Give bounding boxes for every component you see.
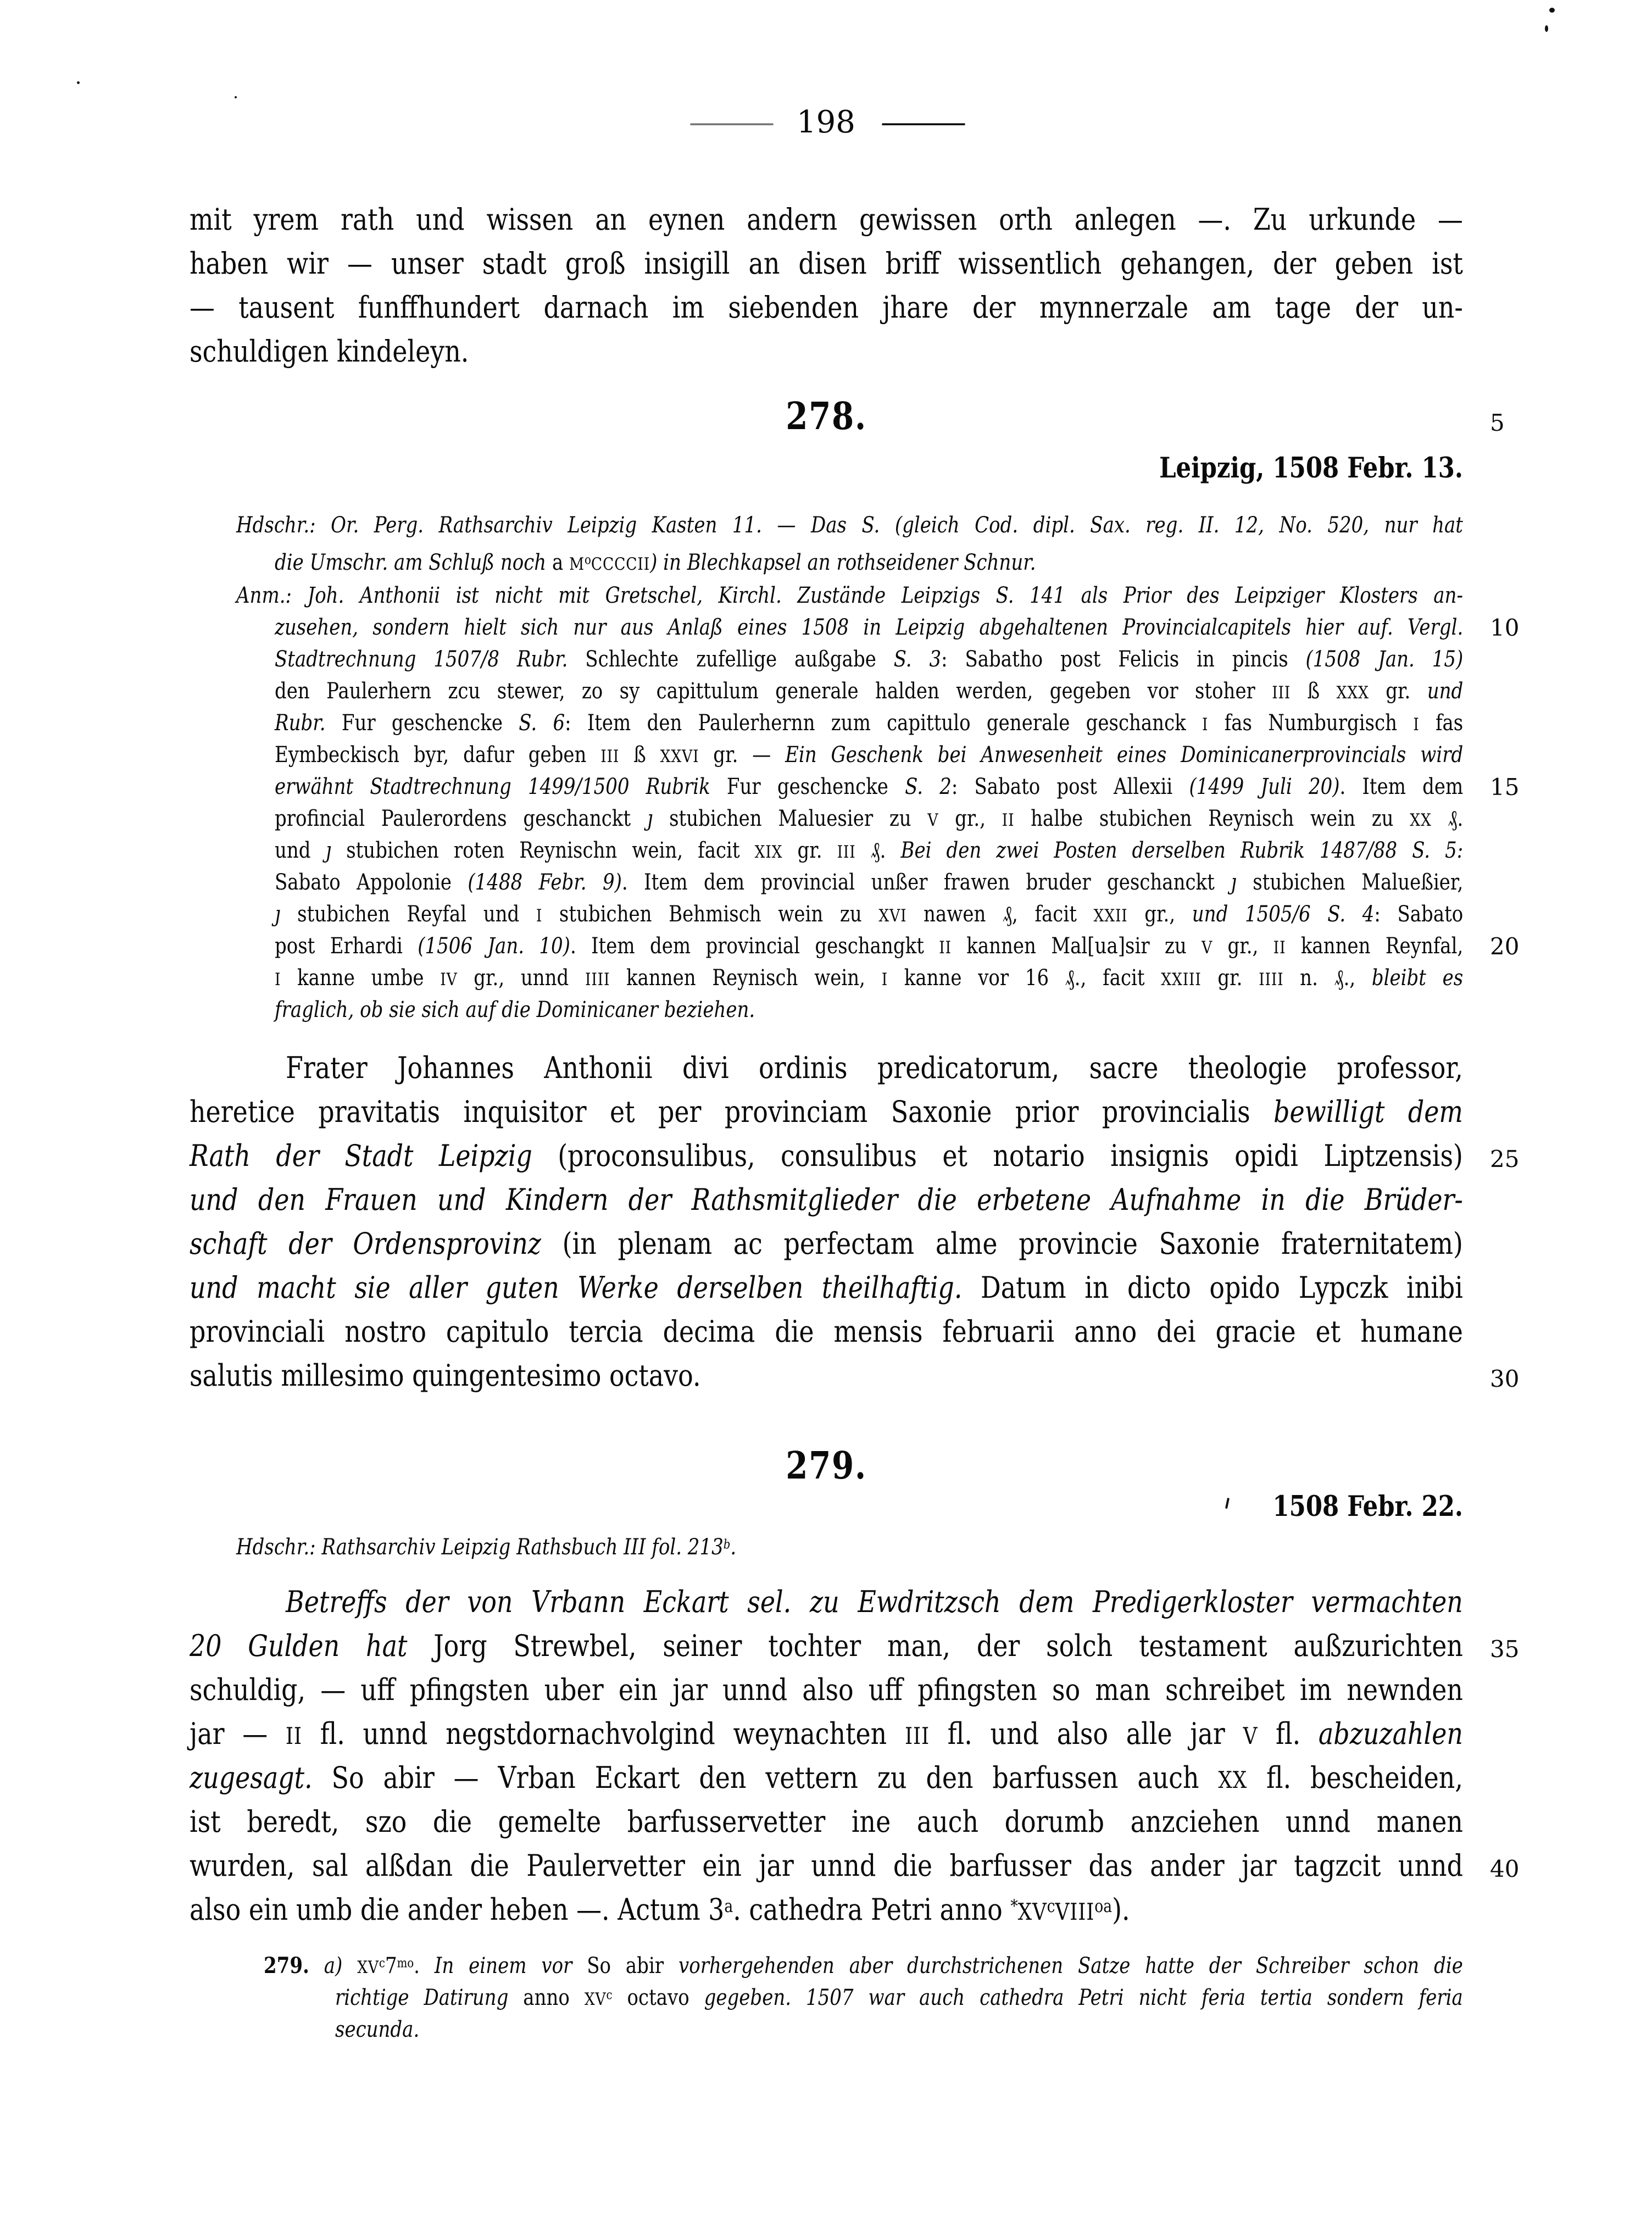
text-segment: : Sabatho post Felicis in pincis xyxy=(941,647,1306,672)
text-segment: II xyxy=(285,1722,302,1749)
text-segment: gr. xyxy=(782,838,837,863)
text-segment: : Sabato xyxy=(1374,902,1464,927)
text-segment: II xyxy=(939,938,952,958)
margin-line-number: 35 xyxy=(1490,1636,1520,1663)
text-line xyxy=(190,1268,1463,1307)
text-line xyxy=(275,548,1036,577)
text-segment: anno xyxy=(523,1985,585,2010)
text-segment: ist beredt, szo die gemelte barfusservetter ine auch dorumb anzciehen unnd manen xyxy=(190,1804,1463,1839)
text-segment: gr., unnd xyxy=(457,965,586,991)
entry-278-date: Leipzig, 1508 Febr. 13. xyxy=(1159,452,1463,485)
text-segment: XXVI xyxy=(660,747,699,766)
text-segment: Bei den zwei Posten derselben Rubrik 1487/88 S. 5: xyxy=(900,838,1464,863)
text-segment: oa xyxy=(1094,1896,1113,1916)
entry-279-number: 279. xyxy=(786,1444,867,1488)
text-segment: und 1505/6 S. 4 xyxy=(1192,902,1375,927)
text-segment: zusehen, sondern hielt sich nur aus Anlaß eines 1508 in Leipzig abgehaltenen Provincialcapitels hier auf. Vergl. xyxy=(275,615,1464,640)
text-segment: S. 2 xyxy=(905,774,952,799)
text-segment: c xyxy=(606,1987,613,2003)
margin-line-number: 10 xyxy=(1490,614,1520,641)
text-segment: 20 Gulden hat xyxy=(190,1629,434,1663)
text-segment: III xyxy=(837,842,856,862)
scan-speck xyxy=(235,96,237,98)
text-line xyxy=(275,645,1463,674)
text-line xyxy=(275,836,1463,865)
text-segment: ). xyxy=(1112,1892,1130,1927)
margin-line-number: 40 xyxy=(1490,1855,1520,1882)
text-line xyxy=(275,773,1463,802)
text-line xyxy=(190,1890,1130,1929)
text-line xyxy=(190,1670,1463,1709)
text-line xyxy=(275,900,1463,929)
text-segment: gr., xyxy=(938,806,1002,831)
text-line xyxy=(286,1048,1463,1087)
text-segment: II xyxy=(1273,938,1286,958)
text-line xyxy=(236,511,1463,540)
text-segment: fl. xyxy=(1258,1716,1319,1751)
text-segment: salutis millesimo quingentesimo octavo. xyxy=(190,1358,701,1393)
text-segment: Eymbeckisch byr, dafur geben xyxy=(275,742,601,768)
text-segment: die Umschr. am Schluß noch xyxy=(275,550,552,575)
text-line xyxy=(190,200,1463,239)
text-segment: n. ₰., xyxy=(1283,965,1372,991)
text-segment: IV xyxy=(440,970,458,990)
text-line xyxy=(190,1224,1463,1263)
text-segment: kanne umbe xyxy=(281,965,441,991)
page-header xyxy=(0,104,1652,140)
header-left-rule: ——— xyxy=(689,104,772,140)
text-segment: haben wir — unser stadt groß insigill an disen briff wissentlich gehangen, der geben ist xyxy=(190,246,1463,281)
text-segment: XV xyxy=(584,1990,607,2009)
text-segment: mit yrem rath und wissen an eynen andern gewissen orth anlegen —. Zu urkunde — xyxy=(190,202,1463,237)
text-segment: schuldig, — uff pfingsten uber ein jar unnd also uff pfingsten so man schreibet im newnden xyxy=(190,1672,1463,1707)
text-segment: V xyxy=(1202,938,1213,958)
text-segment: Ein Geschenk bei Anwesenheit eines Dominicanerprovincials wird xyxy=(785,742,1464,768)
text-segment: ȷ xyxy=(1231,870,1237,895)
text-line xyxy=(286,1582,1463,1621)
text-segment: 279. xyxy=(264,1953,309,1979)
text-segment: Stadtrechnung 1507/8 Rubr. xyxy=(275,647,568,672)
text-segment: (1508 Jan. 15) xyxy=(1305,647,1464,672)
text-segment: Anm.: Joh. Anthonii ist nicht mit Gretschel, Kirchl. Zustände Leipzigs S. 141 als Prior des Leipziger Klosters an- xyxy=(236,583,1463,608)
text-segment: kannen Mal[ua]sir zu xyxy=(951,933,1202,959)
text-segment: a) xyxy=(324,1953,358,1979)
text-segment: : Sabato post Allexii xyxy=(951,774,1189,799)
text-segment: kannen Reynisch wein, xyxy=(610,965,882,991)
text-segment: stubichen Behmisch wein zu xyxy=(542,902,879,927)
text-segment: schuldigen kindeleyn. xyxy=(190,334,469,369)
text-segment: . Item dem provincial geschangkt xyxy=(570,933,939,959)
text-segment: S. 3 xyxy=(893,647,942,672)
text-segment: kanne vor 16 ₰., facit xyxy=(888,965,1161,991)
text-segment: Sabato Appolonie xyxy=(275,870,468,895)
text-segment: . cathedra Petri anno xyxy=(733,1892,1011,1927)
text-segment: ₰. xyxy=(855,838,901,863)
text-segment: mo xyxy=(397,1955,414,1971)
text-segment: o xyxy=(585,552,591,568)
text-segment: XXII xyxy=(1093,906,1128,926)
text-segment: fas xyxy=(1419,710,1464,736)
text-segment: ȷ xyxy=(275,902,281,927)
text-line xyxy=(335,1983,1463,2013)
text-segment: bewilligt dem xyxy=(1273,1094,1463,1129)
text-segment: III xyxy=(1272,683,1291,703)
text-segment: c xyxy=(379,1955,385,1971)
text-segment: gr. xyxy=(1201,965,1259,991)
text-segment: erwähnt Stadtrechnung 1499/1500 Rubrik xyxy=(275,774,727,799)
text-segment: fl. unnd negstdornachvolgind weynachten xyxy=(302,1716,905,1751)
text-segment: ß xyxy=(619,742,660,768)
text-segment: also ein umb die ander heben —. Actum 3 xyxy=(190,1892,725,1927)
text-segment: Fur geschencke xyxy=(325,710,519,736)
text-segment: fl. bescheiden, xyxy=(1247,1760,1463,1795)
margin-line-number: 5 xyxy=(1490,409,1505,436)
margin-line-number: 15 xyxy=(1490,774,1520,801)
text-segment: a xyxy=(552,550,570,575)
text-segment: b xyxy=(723,1537,731,1552)
text-segment: zugesagt. xyxy=(190,1760,313,1795)
text-segment: * xyxy=(1010,1896,1018,1916)
text-segment: Betreffs der von Vrbann Eckart sel. zu Ewdritzsch dem Predigerkloster vermachten xyxy=(286,1585,1463,1619)
text-segment: V xyxy=(927,810,939,830)
text-line xyxy=(236,1533,736,1562)
text-segment: post Erhardi xyxy=(275,933,418,959)
text-segment: (in plenam ac perfectam alme provincie Saxonie fraternitatem) xyxy=(562,1226,1463,1261)
text-segment: S. 6 xyxy=(519,710,565,736)
text-segment: IIII xyxy=(1259,970,1284,990)
text-segment: richtige Datirung xyxy=(335,1985,524,2010)
text-segment: I xyxy=(536,906,543,926)
text-segment: I xyxy=(1413,715,1420,735)
text-segment: wurden, sal alßdan die Paulervetter ein jar unnd die barfusser das ander jar tagzcit unnd xyxy=(190,1848,1463,1883)
text-segment: I xyxy=(275,970,281,990)
text-segment: . Item dem xyxy=(1339,774,1464,799)
text-segment: : Item den Paulerhernn zum capittulo generale geschanck xyxy=(565,710,1203,736)
text-segment: ȷ xyxy=(325,838,332,863)
text-segment: stubichen roten Reynischn wein, facit xyxy=(331,838,755,863)
entry-278-number: 278. xyxy=(786,394,867,438)
text-line xyxy=(275,709,1463,738)
text-segment: c xyxy=(1047,1896,1055,1916)
text-segment: XVI xyxy=(878,906,907,926)
text-segment: Jorg Strewbel, seiner tochter man, der solch testament außzurichten xyxy=(433,1629,1463,1663)
text-line xyxy=(275,964,1463,993)
text-segment: ß xyxy=(1291,679,1337,704)
text-line xyxy=(190,332,469,371)
text-line xyxy=(275,932,1463,961)
text-segment: und den Frauen und Kindern der Rathsmitglieder die erbetene Aufnahme in die Brüder- xyxy=(190,1182,1463,1217)
scan-speck xyxy=(77,81,80,84)
text-segment: kannen Reynfal, xyxy=(1286,933,1464,959)
text-segment: I xyxy=(1202,715,1209,735)
text-line xyxy=(190,244,1463,283)
text-segment: III xyxy=(904,1722,930,1749)
text-segment: stubichen Reyfal und xyxy=(280,902,536,927)
text-line xyxy=(190,1714,1463,1753)
text-segment: XX xyxy=(1218,1766,1248,1793)
text-segment: halbe stubichen Reynisch wein zu xyxy=(1014,806,1410,831)
text-segment: Schlechte zufellige außgabe xyxy=(568,647,894,672)
text-segment: Datum in dicto opido Lypczk inibi xyxy=(962,1270,1463,1305)
text-segment: XV xyxy=(357,1958,379,1977)
header-right-rule: ——— xyxy=(880,104,963,140)
text-segment: und xyxy=(275,838,326,863)
text-segment: schaft der Ordensprovinz xyxy=(190,1226,563,1261)
text-line xyxy=(275,868,1463,897)
text-segment: und macht sie aller guten Werke derselben theilhaftig. xyxy=(190,1270,963,1305)
text-segment: ₰. xyxy=(1431,806,1464,831)
text-segment: (1499 Juli 20) xyxy=(1189,774,1340,799)
text-segment: Hdschr.: Or. Perg. Rathsarchiv Leipzig Kasten 11. — Das S. (gleich Cod. dipl. Sax. reg. II. 12, No. 520, nur hat xyxy=(236,513,1463,538)
entry-279-date: 1508 Febr. 22. xyxy=(1272,1490,1463,1523)
page-number: 198 xyxy=(797,104,855,140)
text-segment: a xyxy=(724,1896,733,1916)
text-segment: ȷ xyxy=(647,806,653,831)
text-segment: M xyxy=(569,554,585,574)
text-segment: (1506 Jan. 10) xyxy=(418,933,570,959)
text-segment: VIII xyxy=(1055,1898,1095,1925)
text-segment: IIII xyxy=(585,970,610,990)
text-segment: heretice pravitatis inquisitor et per provinciam Saxonie prior provincialis xyxy=(190,1094,1274,1129)
text-line xyxy=(275,677,1463,706)
margin-line-number: 20 xyxy=(1490,933,1520,960)
margin-line-number: 25 xyxy=(1490,1146,1520,1172)
text-line xyxy=(190,1180,1463,1219)
text-segment: provinciali nostro capitulo tercia decima die mensis februarii anno dei gracie et humane xyxy=(190,1314,1463,1349)
text-segment: gr., xyxy=(1212,933,1273,959)
text-segment: XV xyxy=(1017,1898,1047,1925)
text-segment: III xyxy=(600,747,620,766)
text-segment: Rubr. xyxy=(275,710,326,736)
text-segment: fl. und also alle jar xyxy=(929,1716,1243,1751)
text-segment: gr., xyxy=(1127,902,1192,927)
text-segment: . Item dem provincial unßer frawen bruder geschanckt xyxy=(621,870,1231,895)
text-line xyxy=(190,1758,1463,1797)
text-segment: Fur geschencke xyxy=(726,774,905,799)
text-line xyxy=(236,581,1463,610)
text-line xyxy=(275,613,1463,642)
text-line xyxy=(190,1356,701,1395)
text-segment: So abir — Vrban Eckart den vettern zu den barfussen auch xyxy=(312,1760,1219,1795)
text-segment: fraglich, ob sie sich auf die Dominicaner beziehen. xyxy=(275,997,755,1022)
text-segment: octavo xyxy=(612,1985,704,2010)
text-segment: jar — xyxy=(190,1716,286,1751)
text-segment xyxy=(309,1953,324,1979)
text-segment: . xyxy=(730,1535,737,1560)
text-segment: den Paulerhern zcu stewer, zo sy capittulum generale halden werden, gegeben vor stoher xyxy=(275,679,1272,704)
text-segment: I xyxy=(881,970,888,990)
scan-speck xyxy=(1545,25,1548,32)
text-segment: XXIII xyxy=(1161,970,1202,990)
text-segment: XXX xyxy=(1336,683,1369,703)
text-segment: So abir xyxy=(587,1953,679,1979)
text-segment: stubichen Maluesier zu xyxy=(653,806,928,831)
text-segment: stubichen Malueßier, xyxy=(1236,870,1464,895)
text-segment: (1488 Febr. 9) xyxy=(468,870,622,895)
text-line xyxy=(190,1846,1463,1885)
text-segment: Rath der Stadt Leipzig xyxy=(190,1138,558,1173)
text-segment: In einem vor xyxy=(434,1953,587,1979)
text-line xyxy=(190,1312,1463,1351)
text-segment: Hdschr.: Rathsarchiv Leipzig Rathsbuch III fol. 213 xyxy=(236,1535,724,1560)
text-segment: profincial Paulerordens geschanckt xyxy=(275,806,647,831)
text-segment: gegeben. 1507 war auch cathedra Petri nicht feria tertia sondern feria xyxy=(704,1985,1463,2010)
text-line xyxy=(275,741,1463,770)
text-segment: 7 xyxy=(385,1953,397,1979)
text-segment: bleibt es xyxy=(1371,965,1464,991)
text-segment: secunda. xyxy=(335,2017,420,2042)
text-segment: nawen ₰, facit xyxy=(906,902,1094,927)
text-segment: Frater Johannes Anthonii divi ordinis predicatorum, sacre theologie professor, xyxy=(286,1051,1463,1085)
text-line xyxy=(275,804,1463,833)
text-segment: . xyxy=(414,1953,435,1979)
text-line xyxy=(275,996,755,1025)
text-line xyxy=(190,1626,1463,1665)
text-segment: gr. — xyxy=(699,742,786,768)
text-segment: V xyxy=(1243,1722,1258,1749)
text-line xyxy=(264,1952,1463,1981)
text-line xyxy=(190,1136,1463,1175)
text-segment: XX xyxy=(1410,810,1432,830)
text-segment: ) in Blechkapsel an rothseidener Schnur. xyxy=(650,550,1036,575)
margin-line-number: 30 xyxy=(1490,1365,1520,1392)
text-segment: (proconsulibus, consulibus et notario insignis opidi Liptzensis) xyxy=(558,1138,1463,1173)
text-segment: gr. xyxy=(1369,679,1427,704)
scan-speck xyxy=(1549,8,1555,13)
text-segment: XIX xyxy=(754,842,783,862)
text-line xyxy=(190,288,1463,327)
text-segment: — tausent funffhundert darnach im siebenden jhare der mynnerzale am tage der un- xyxy=(190,290,1463,325)
text-segment: fas Numburgisch xyxy=(1208,710,1414,736)
text-segment: vorhergehenden aber durchstrichenen Satze hatte der Schreiber schon die xyxy=(678,1953,1463,1979)
text-line xyxy=(335,2015,419,2044)
text-segment: und xyxy=(1427,679,1464,704)
text-segment: abzuzahlen xyxy=(1318,1716,1463,1751)
text-line xyxy=(190,1802,1463,1841)
text-segment: CCCCII xyxy=(591,554,650,574)
text-segment: II xyxy=(1002,810,1015,830)
text-line xyxy=(190,1092,1463,1131)
